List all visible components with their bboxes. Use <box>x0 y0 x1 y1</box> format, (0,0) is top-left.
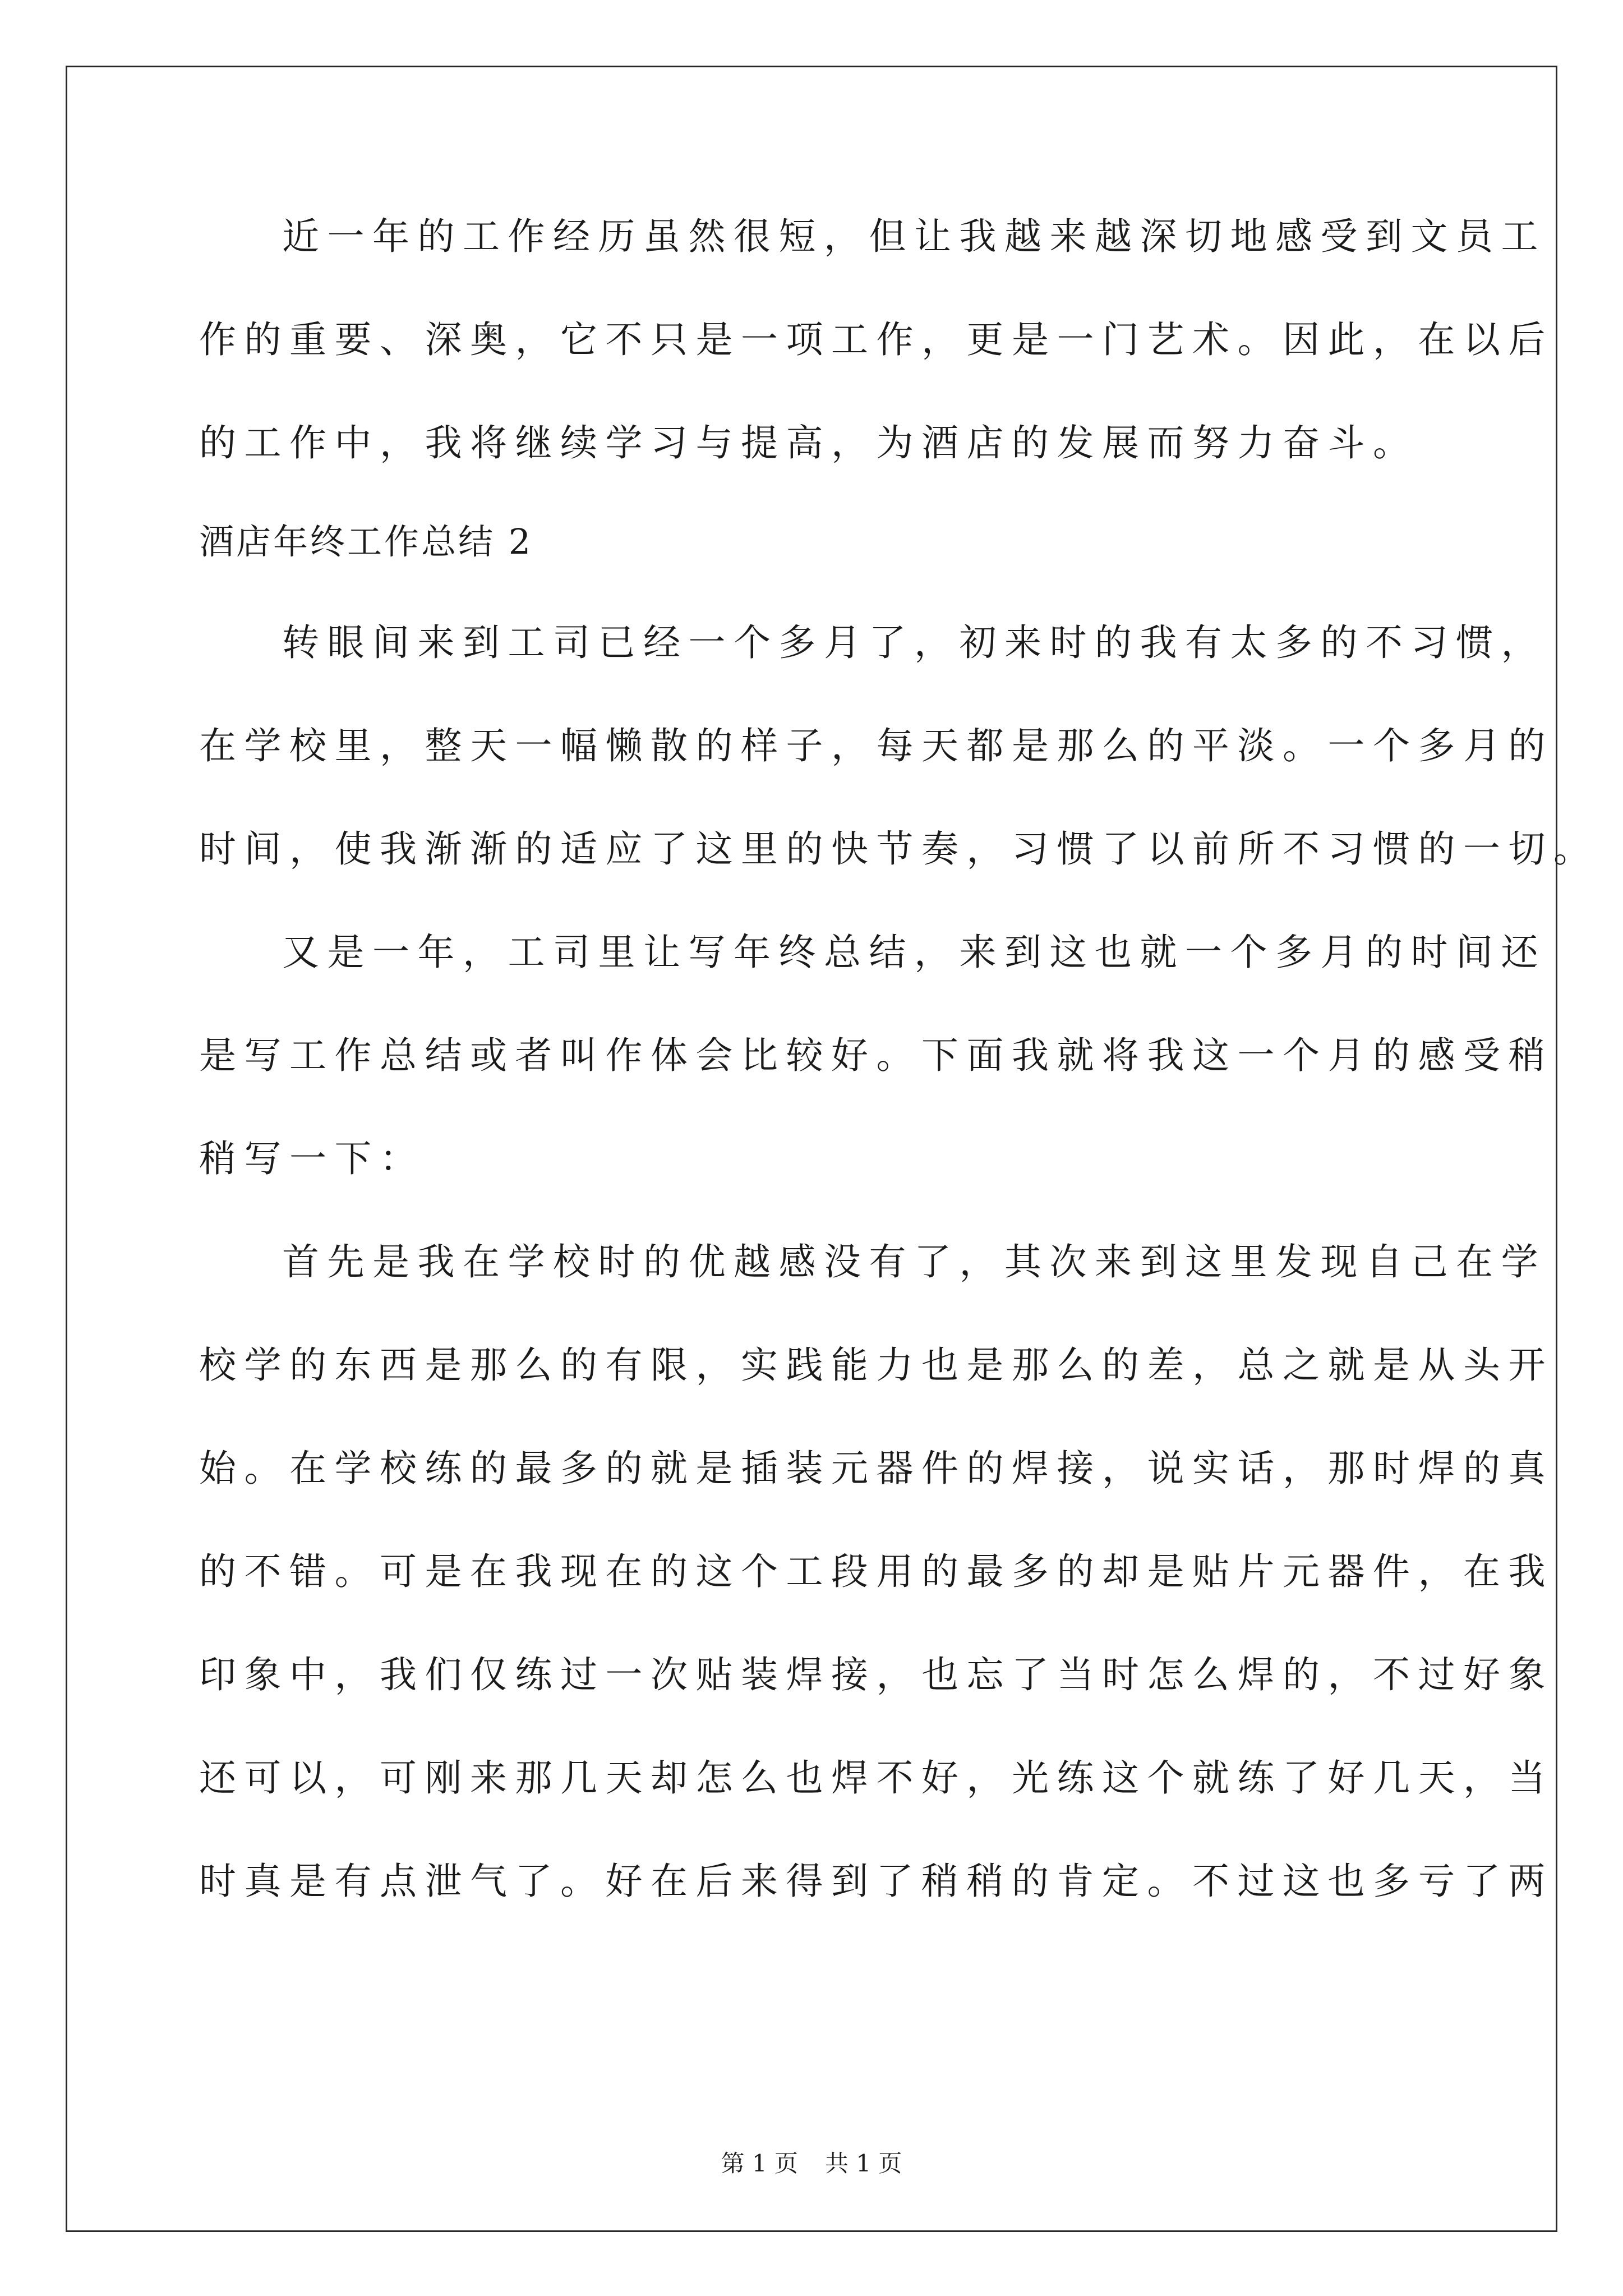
paragraph-line: 近一年的工作经历虽然很短，但让我越来越深切地感受到文员工 <box>282 215 1546 258</box>
page-number: 第 1 页 <box>721 2150 798 2177</box>
paragraph-line: 是写工作总结或者叫作体会比较好。下面我就将我这一个月的感受稍 <box>199 1034 1553 1077</box>
paragraph-line: 印象中，我们仅练过一次贴装焊接，也忘了当时怎么焊的，不过好象 <box>199 1653 1553 1696</box>
section-heading: 酒店年终工作总结 2 <box>199 521 533 562</box>
paragraph-line: 首先是我在学校时的优越感没有了，其次来到这里发现自己在学 <box>282 1240 1546 1283</box>
paragraph-line: 还可以，可刚来那几天却怎么也焊不好，光练这个就练了好几天，当 <box>199 1756 1553 1800</box>
paragraph-line: 的不错。可是在我现在的这个工段用的最多的却是贴片元器件，在我 <box>199 1550 1553 1593</box>
paragraph-line: 时真是有点泄气了。好在后来得到了稍稍的肯定。不过这也多亏了两 <box>199 1860 1553 1903</box>
paragraph-line: 时间，使我渐渐的适应了这里的快节奏，习惯了以前所不习惯的一切。 <box>199 827 1599 871</box>
paragraph-line: 转眼间来到工司已经一个多月了，初来时的我有太多的不习惯， <box>282 621 1546 664</box>
paragraph-line: 又是一年，工司里让写年终总结，来到这也就一个多月的时间还 <box>282 931 1546 974</box>
paragraph-line: 校学的东西是那么的有限，实践能力也是那么的差，总之就是从头开 <box>199 1343 1553 1387</box>
paragraph-line: 作的重要、深奥，它不只是一项工作，更是一门艺术。因此，在以后 <box>199 318 1553 361</box>
page-total: 共 1 页 <box>825 2150 902 2177</box>
paragraph-line: 的工作中，我将继续学习与提高，为酒店的发展而努力奋斗。 <box>199 421 1418 464</box>
paragraph-line: 始。在学校练的最多的就是插装元器件的焊接，说实话，那时焊的真 <box>199 1447 1553 1490</box>
paragraph-line: 在学校里，整天一幅懒散的样子，每天都是那么的平淡。一个多月的 <box>199 724 1553 767</box>
page-footer <box>0 2150 1623 2178</box>
paragraph-line: 稍写一下： <box>199 1137 425 1180</box>
